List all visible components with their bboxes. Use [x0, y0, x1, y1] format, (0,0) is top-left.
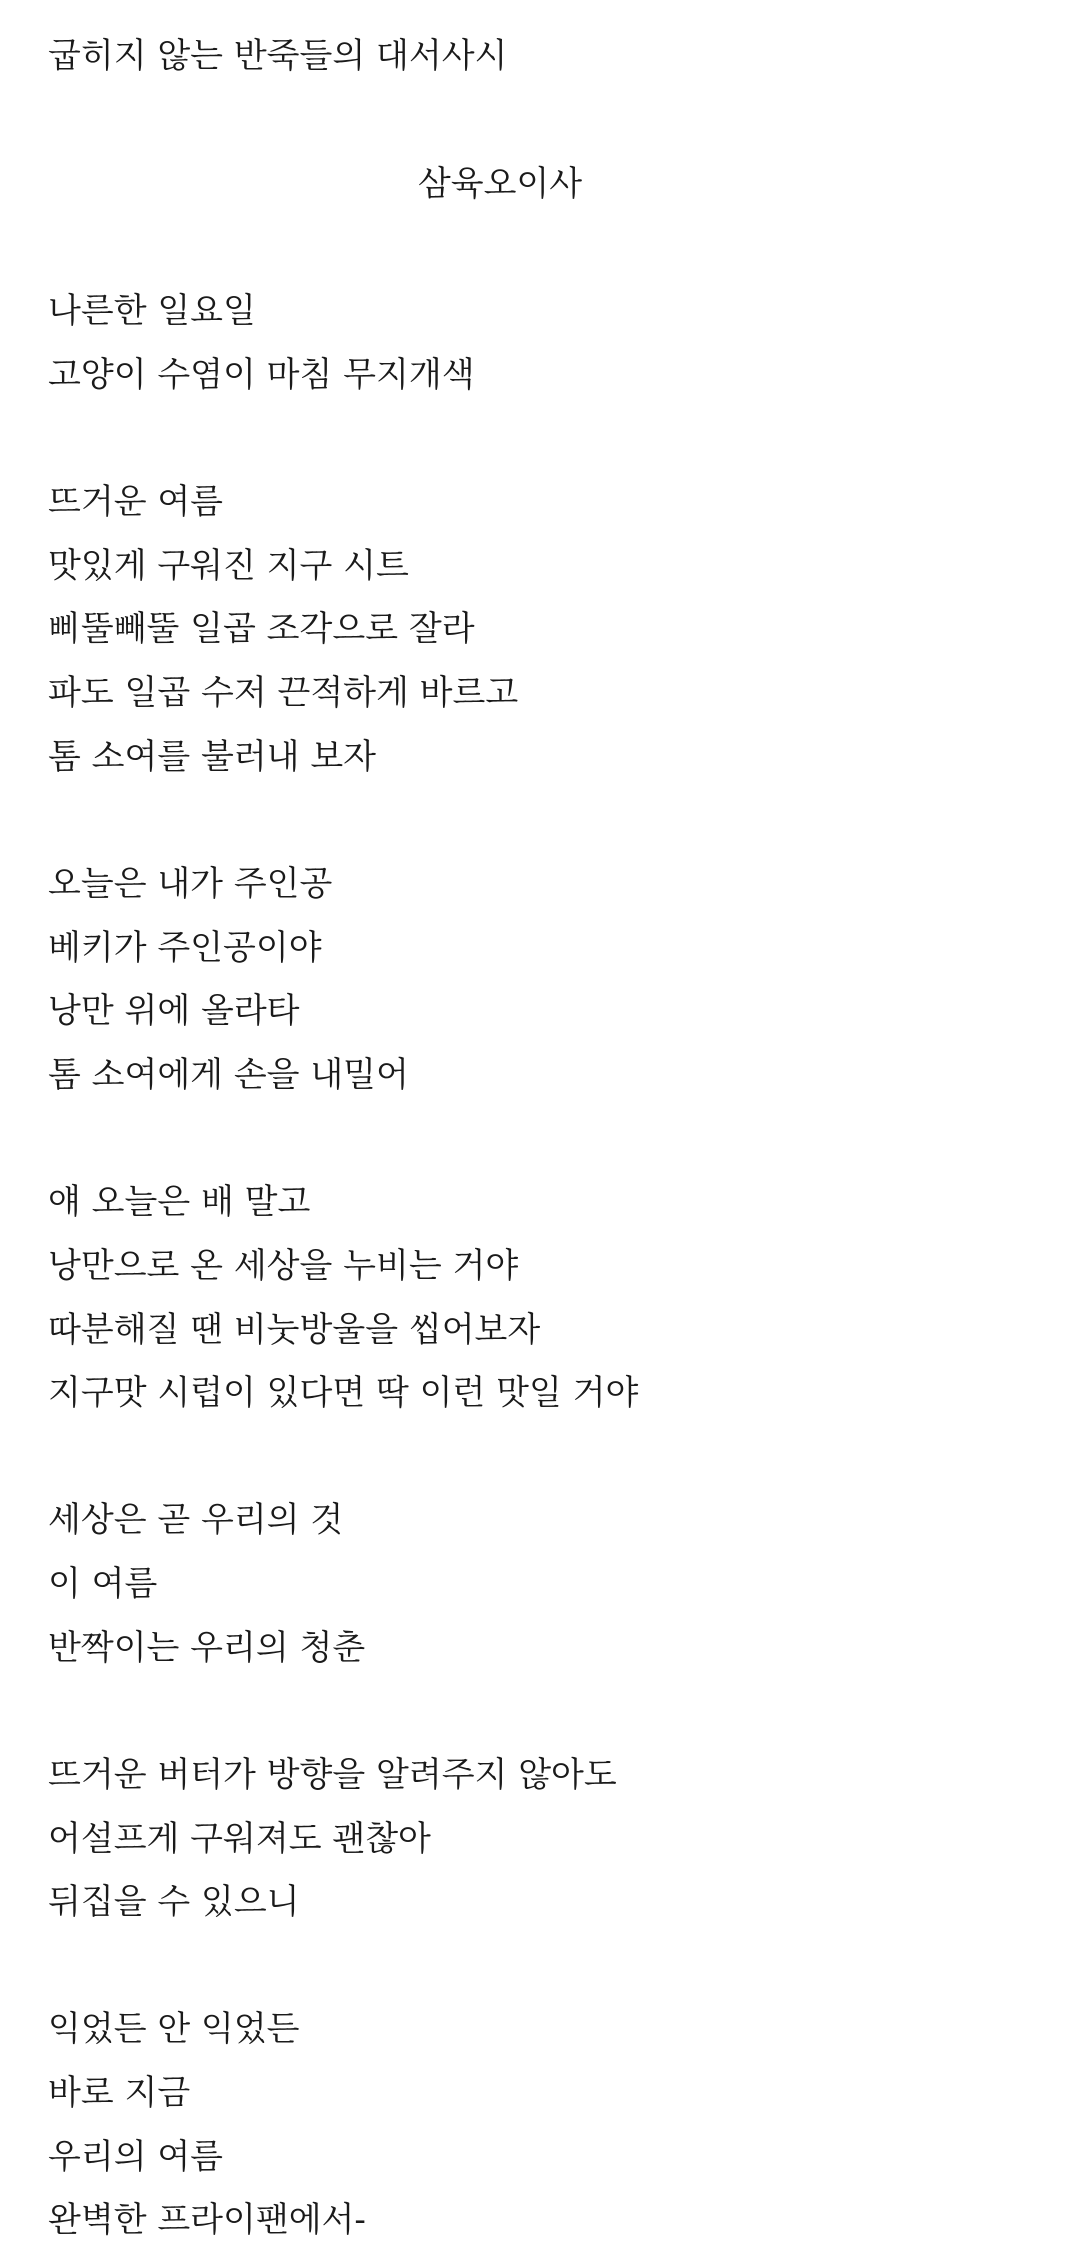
poem-line: 얘 오늘은 배 말고 — [48, 1182, 311, 1222]
poem-author: 삼육오이사 — [417, 164, 583, 204]
poem-line: 어설프게 구워져도 괜찮아 — [48, 1819, 431, 1859]
poem-line: 우리의 여름 — [48, 2137, 224, 2177]
poem-line: 톰 소여를 불러내 보자 — [48, 737, 377, 777]
poem-title: 굽히지 않는 반죽들의 대서사시 — [48, 36, 508, 76]
poem-line: 바로 지금 — [48, 2073, 191, 2113]
poem-line: 뜨거운 버터가 방향을 알려주지 않아도 — [48, 1755, 617, 1795]
poem-line: 고양이 수염이 마침 무지개색 — [48, 355, 475, 395]
poem-line: 오늘은 내가 주인공 — [48, 864, 333, 904]
poem-line: 세상은 곧 우리의 것 — [48, 1500, 344, 1540]
poem-line: 이 여름 — [48, 1564, 158, 1604]
poem-line: 나른한 일요일 — [48, 291, 256, 331]
poem-line: 완벽한 프라이팬에서- — [48, 2200, 366, 2240]
poem-line: 따분해질 땐 비눗방울을 씹어보자 — [48, 1310, 541, 1350]
poem-line: 파도 일곱 수저 끈적하게 바르고 — [48, 673, 519, 713]
poem-line: 뒤집을 수 있으니 — [48, 1882, 300, 1922]
poem-line: 반짝이는 우리의 청춘 — [48, 1628, 366, 1668]
poem-line: 베키가 주인공이야 — [48, 928, 322, 968]
poem-line: 톰 소여에게 손을 내밀어 — [48, 1055, 409, 1095]
poem-line: 삐뚤빼뚤 일곱 조각으로 잘라 — [48, 609, 475, 649]
poem-line: 뜨거운 여름 — [48, 482, 224, 522]
poem-line: 맛있게 구워진 지구 시트 — [48, 546, 409, 586]
poem-line: 낭만 위에 올라타 — [48, 991, 300, 1031]
poem-line: 익었든 안 익었든 — [48, 2009, 300, 2049]
poem-line: 지구맛 시럽이 있다면 딱 이런 맛일 거야 — [48, 1373, 639, 1413]
poem-line: 낭만으로 온 세상을 누비는 거야 — [48, 1246, 519, 1286]
